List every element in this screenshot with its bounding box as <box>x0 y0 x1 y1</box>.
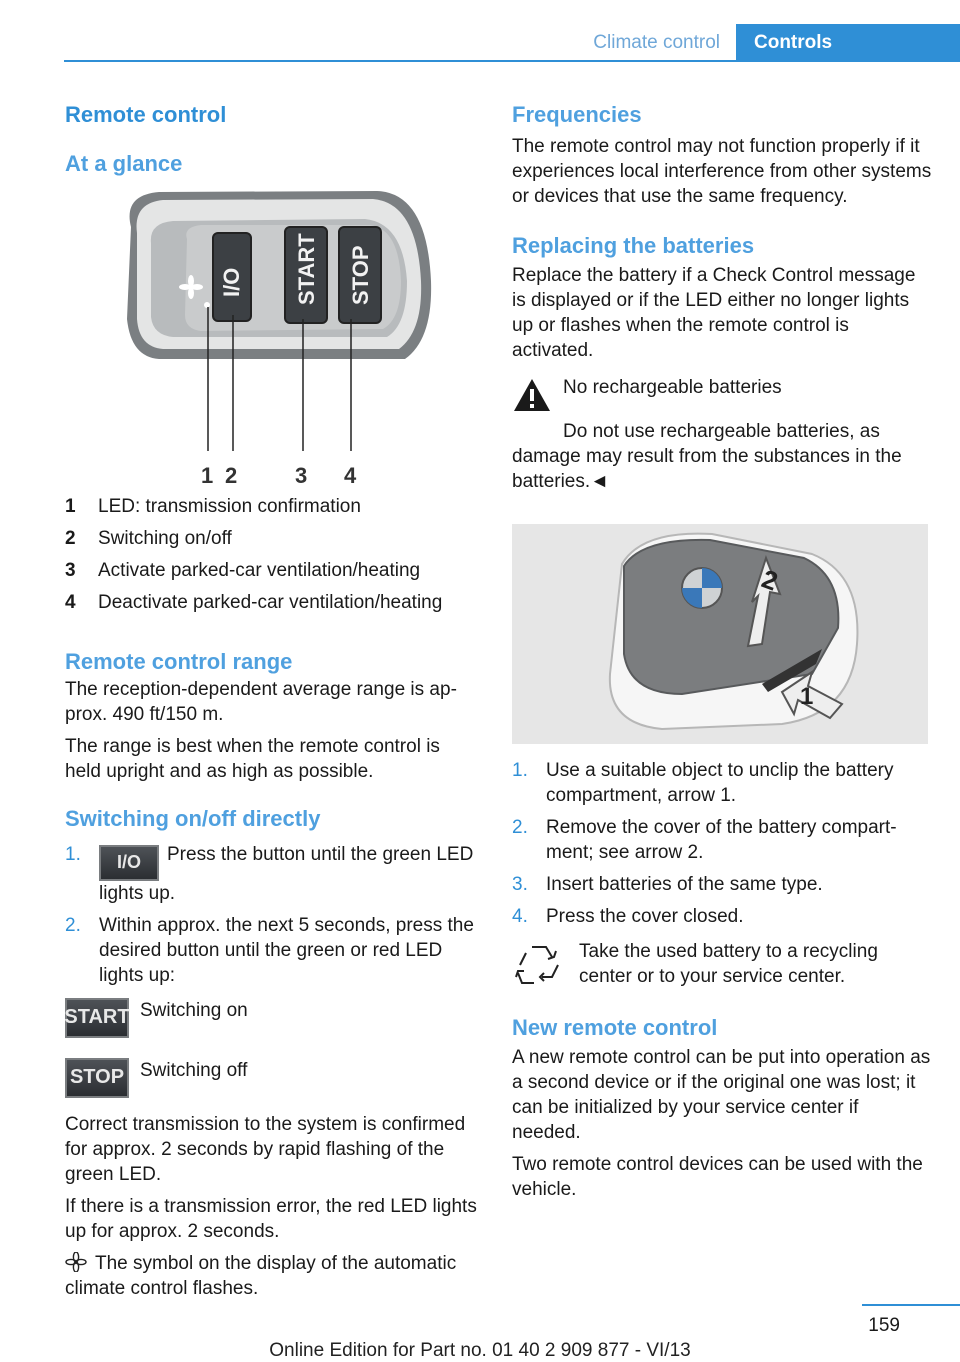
list-item <box>512 904 932 929</box>
section-title-remote-control: Remote control <box>65 102 227 127</box>
figure-legend <box>65 491 480 619</box>
legend-item <box>65 555 480 587</box>
header-tab-controls[interactable]: Controls <box>736 24 960 62</box>
legend-number: 4 <box>65 592 76 613</box>
key-options <box>65 998 480 1098</box>
legend-text: Switching on/off <box>98 528 232 549</box>
battery-paragraph: Replace the battery if a Check Control message is displayed or if the LED either no longer lights up or flashes when the remote control is activated. <box>512 265 916 361</box>
legend-number: 3 <box>65 560 76 581</box>
battery-replacement-illustration <box>512 524 928 744</box>
step-number: 1. <box>512 760 528 781</box>
list-item <box>512 815 932 865</box>
battery-steps-list <box>512 758 932 929</box>
heading-frequencies: Frequencies <box>512 102 642 127</box>
subtitle-at-a-glance: At a glance <box>65 151 183 176</box>
figure-label-1: 1 <box>800 683 814 710</box>
frequencies-paragraph: The remote control may not function properly if it experiences local interference from other systems or devices that use the same frequency. <box>512 136 932 207</box>
footer-rule <box>862 1304 960 1306</box>
warning-title: No rechargeable batteries <box>563 377 782 398</box>
step-text: Within approx. the next 5 seconds, press the desired button until the green or red LED lights up: <box>99 914 474 986</box>
warning-text: Do not use rechargeable batteries, as damage may result from the substances in the batteries.◄ <box>512 421 902 492</box>
step-number: 2. <box>65 914 81 936</box>
legend-number: 1 <box>65 496 76 517</box>
list-item <box>512 758 932 808</box>
recycle-icon <box>512 939 566 993</box>
legend-text: Deactivate parked-car ventilation/heating <box>98 592 443 613</box>
header-section-title[interactable]: Climate control <box>593 32 720 53</box>
battery-figure <box>512 524 928 744</box>
key-label-switching-off: Switching off <box>140 1059 248 1081</box>
step-number: 3. <box>512 874 528 895</box>
step-number: 1. <box>65 844 81 865</box>
figure-label-4: 4 <box>344 463 357 488</box>
start-button-image: START <box>65 998 129 1038</box>
warning-header <box>512 375 932 413</box>
error-paragraph: If there is a transmission error, the red LED lights up for approx. 2 seconds. <box>65 1195 477 1242</box>
direct-steps-list <box>65 842 480 988</box>
range-paragraph-2: The range is best when the remote control is held upright and as high as possible. <box>65 736 440 782</box>
led-indicator <box>204 302 210 308</box>
recycle-note <box>512 939 932 993</box>
figure-label-3: 3 <box>295 463 308 488</box>
figure-button-io: I/O <box>219 267 244 297</box>
remote-key-illustration <box>115 189 435 489</box>
heading-replacing-batteries: Replacing the batteries <box>512 233 755 258</box>
step-number: 2. <box>512 817 528 838</box>
heading-remote-control-range: Remote control range <box>65 649 293 674</box>
edition-footer: Online Edition for Part no. 01 40 2 909 877 - VI/13 <box>269 1340 691 1361</box>
key-row-stop <box>65 1058 480 1098</box>
legend-number: 2 <box>65 528 76 549</box>
step-text: Remove the cover of the battery compartment; see arrow 2. <box>546 817 897 863</box>
legend-item <box>65 491 480 523</box>
key-label-switching-on: Switching on <box>140 999 248 1021</box>
legend-item <box>65 523 480 555</box>
list-item <box>65 842 480 906</box>
figure-label-1: 1 <box>201 463 214 488</box>
figure-label-2: 2 <box>757 563 782 597</box>
key-row-start <box>65 998 480 1038</box>
left-column <box>65 100 480 1301</box>
heading-switching-directly: Switching on/off directly <box>65 806 321 831</box>
legend-item <box>65 587 480 619</box>
list-item <box>512 872 932 897</box>
warning-icon <box>512 377 552 413</box>
stop-button-image: STOP <box>65 1058 129 1098</box>
legend-text: LED: transmission confirmation <box>98 496 361 517</box>
step-text-content: Press the button until the green LED lights up. <box>99 844 474 904</box>
step-text: Use a suitable object to unclip the battery compartment, arrow 1. <box>546 760 894 806</box>
new-remote-paragraph-1: A new remote control can be put into operation as a second device or if the original one was lost; it can be initialized by your service center if needed. <box>512 1047 931 1143</box>
range-paragraph-1: The reception-dependent average range is approx. 490 ft/150 m. <box>65 679 457 725</box>
io-button-image: I/O <box>99 845 159 881</box>
remote-control-figure <box>115 189 435 489</box>
right-column <box>512 100 932 1202</box>
figure-label-2: 2 <box>225 463 238 488</box>
symbol-paragraph <box>65 1251 480 1301</box>
new-remote-paragraph-2: Two remote control devices can be used with the vehicle. <box>512 1154 923 1200</box>
legend-text: Activate parked-car ventilation/heating <box>98 560 421 581</box>
list-item <box>65 913 480 988</box>
warning-block <box>512 375 932 494</box>
heading-new-remote-control: New remote control <box>512 1015 718 1040</box>
fan-icon <box>65 1252 87 1272</box>
figure-button-start: START <box>294 233 319 305</box>
step-number: 4. <box>512 906 528 927</box>
symbol-text: The symbol on the display of the automatic climate control flashes. <box>65 1252 457 1299</box>
confirm-paragraph: Correct transmission to the system is confirmed for approx. 2 seconds by rapid flashing of the green LED. <box>65 1113 466 1185</box>
page-header <box>64 24 960 62</box>
step-text: Insert batteries of the same type. <box>546 874 823 895</box>
recycle-text: Take the used battery to a recycling center or to your service center. <box>579 941 878 987</box>
step-text <box>99 842 480 906</box>
page-number: 159 <box>868 1315 900 1336</box>
figure-button-stop: STOP <box>348 245 373 305</box>
step-text: Press the cover closed. <box>546 906 744 927</box>
